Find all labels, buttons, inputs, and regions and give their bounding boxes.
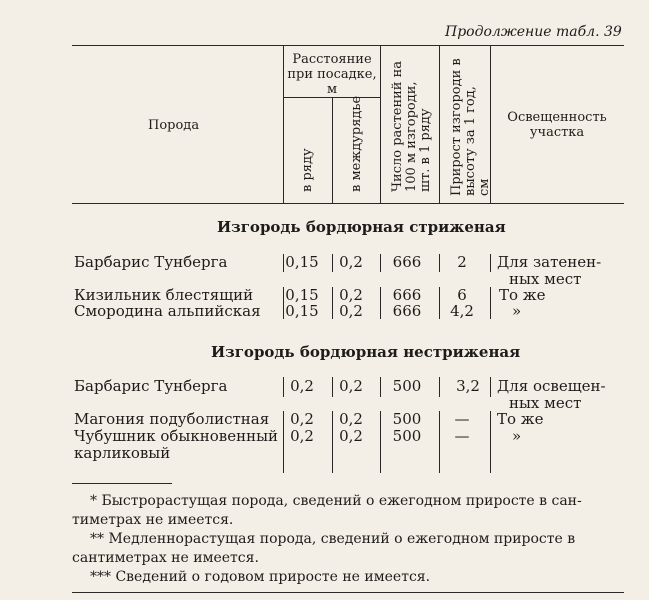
column-bar	[380, 377, 381, 397]
header-bottom-rule	[72, 203, 624, 204]
header-divider	[439, 45, 440, 203]
growth-cell: —	[454, 427, 470, 445]
column-bar	[283, 377, 284, 397]
plants-count-cell: 500	[392, 410, 422, 428]
in-row-cell: 0,15	[285, 302, 319, 320]
species-cell-cont: карликовый	[74, 444, 171, 462]
footnote-cont: тиметрах не имеется.	[72, 512, 234, 528]
lighting-cell: Для освещен-	[497, 377, 606, 395]
column-bar	[332, 287, 333, 319]
column-bar	[283, 287, 284, 319]
footnote-rule	[72, 483, 172, 484]
column-bar	[380, 287, 381, 319]
column-bar	[380, 254, 381, 272]
lighting-cell: Для затенен-	[497, 253, 602, 271]
column-bar	[380, 411, 381, 473]
header-between-rows: в междурядье	[349, 95, 364, 192]
species-cell: Барбарис Тунберга	[74, 377, 228, 395]
plants-count-cell: 666	[392, 286, 422, 304]
column-bar	[332, 377, 333, 397]
lighting-cell: То же	[497, 410, 544, 428]
between-rows-cell: 0,2	[339, 253, 363, 271]
column-bar	[490, 254, 491, 272]
table-caption: Продолжение табл. 39	[445, 24, 622, 40]
column-bar	[283, 411, 284, 473]
footnote: *** Сведений о годовом приросте не имеется.	[90, 569, 431, 585]
lighting-cell-cont: ных мест	[509, 270, 582, 288]
plants-count-cell: 666	[392, 302, 422, 320]
column-bar	[332, 254, 333, 272]
between-rows-cell: 0,2	[339, 427, 363, 445]
column-bar	[439, 254, 440, 272]
page-bottom-rule	[72, 592, 624, 593]
lighting-cell: »	[512, 302, 522, 320]
column-bar	[283, 254, 284, 272]
growth-cell: 4,2	[450, 302, 474, 320]
column-bar	[332, 411, 333, 473]
growth-cell: 3,2	[456, 377, 480, 395]
in-row-cell: 0,15	[285, 253, 319, 271]
in-row-cell: 0,2	[290, 410, 314, 428]
footnote: ** Медленнорастущая порода, сведений о ежегодном приросте в	[90, 531, 576, 547]
species-cell: Кизильник блестящий	[74, 286, 254, 304]
between-rows-cell: 0,2	[339, 286, 363, 304]
plants-count-cell: 500	[392, 427, 422, 445]
plants-count-cell: 500	[392, 377, 422, 395]
header-distance-group: Расстояние при посадке, м	[287, 52, 377, 97]
column-bar	[439, 287, 440, 319]
section-title-unclipped: Изгородь бордюрная нестриженая	[211, 343, 521, 361]
growth-cell: 2	[457, 253, 467, 271]
species-cell: Чубушник обыкновенный	[74, 427, 279, 445]
in-row-cell: 0,2	[290, 427, 314, 445]
lighting-cell-cont: ных мест	[509, 394, 582, 412]
column-bar	[439, 377, 440, 397]
header-lighting: Освещенность участка	[507, 110, 607, 140]
column-bar	[490, 377, 491, 397]
growth-cell: 6	[457, 286, 467, 304]
lighting-cell: То же	[499, 286, 546, 304]
footnote-cont: сантиметрах не имеется.	[72, 550, 259, 566]
species-cell: Барбарис Тунберга	[74, 253, 228, 271]
footnote: * Быстрорастущая порода, сведений о ежегодном приросте в сан-	[90, 493, 582, 509]
header-species: Порода	[148, 118, 200, 133]
header-growth: Прирост изгороди в высоту за 1 год, см	[449, 58, 492, 196]
between-rows-cell: 0,2	[339, 302, 363, 320]
plants-count-cell: 666	[392, 253, 422, 271]
header-top-rule	[72, 45, 624, 46]
header-plants-count: Число растений на 100 м изгороди, шт. в 1 ряду	[390, 61, 433, 192]
species-cell: Магония подуболистная	[74, 410, 270, 428]
growth-cell: —	[454, 410, 470, 428]
between-rows-cell: 0,2	[339, 410, 363, 428]
section-title-clipped: Изгородь бордюрная стриженая	[217, 218, 506, 236]
between-rows-cell: 0,2	[339, 377, 363, 395]
column-bar	[490, 411, 491, 473]
in-row-cell: 0,15	[285, 286, 319, 304]
header-in-row: в ряду	[300, 148, 315, 192]
column-bar	[490, 287, 491, 319]
lighting-cell: »	[512, 427, 522, 445]
in-row-cell: 0,2	[290, 377, 314, 395]
header-divider	[332, 97, 333, 203]
header-divider	[380, 45, 381, 203]
column-bar	[439, 411, 440, 473]
species-cell: Смородина альпийская	[74, 302, 261, 320]
